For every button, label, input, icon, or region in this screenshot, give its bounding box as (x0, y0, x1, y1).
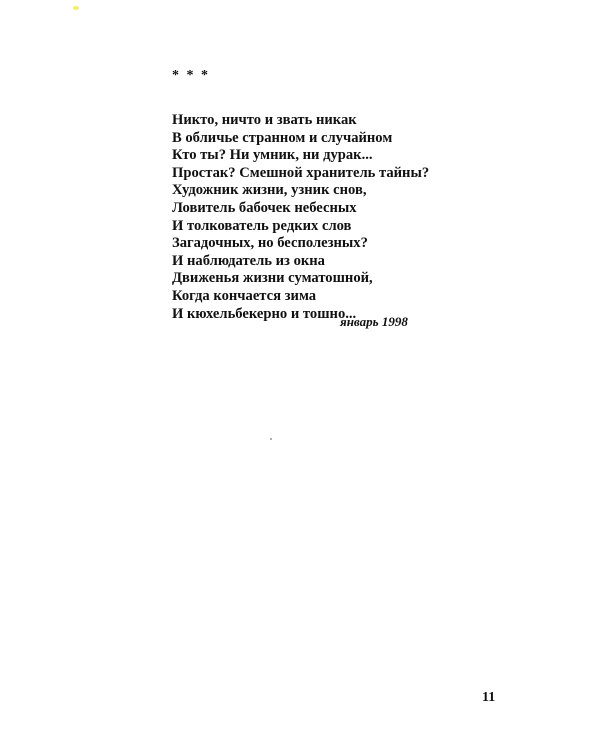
page-number: 11 (482, 690, 496, 705)
poem-line: Простак? Смешной хранитель тайны? (172, 164, 430, 181)
yellow-speck-mark (73, 6, 79, 10)
poem-line: И кюхельбекерно и тошно... (172, 305, 357, 322)
poem-line: Никто, ничто и звать никак (172, 112, 357, 128)
poem-line: Движенья жизни суматошной, (172, 270, 373, 287)
poem-line: В обличье странном и случайном (172, 129, 393, 146)
dust-speck-mark (270, 438, 272, 440)
poem-line: Загадочных, но бесполезных? (172, 235, 368, 252)
poem-line: И толкователь редких слов (172, 217, 352, 234)
poem-body (172, 112, 429, 323)
poem-line: Художник жизни, узник снов, (172, 182, 367, 199)
poem-separator: * * * (172, 68, 210, 83)
poem-line: Ловитель бабочек небесных (172, 199, 357, 216)
poem-date: январь 1998 (340, 314, 408, 329)
poem-line: Когда кончается зима (172, 287, 317, 304)
poem-line: И наблюдатель из окна (172, 252, 325, 269)
poem-line: Кто ты? Ни умник, ни дурак... (172, 147, 373, 164)
